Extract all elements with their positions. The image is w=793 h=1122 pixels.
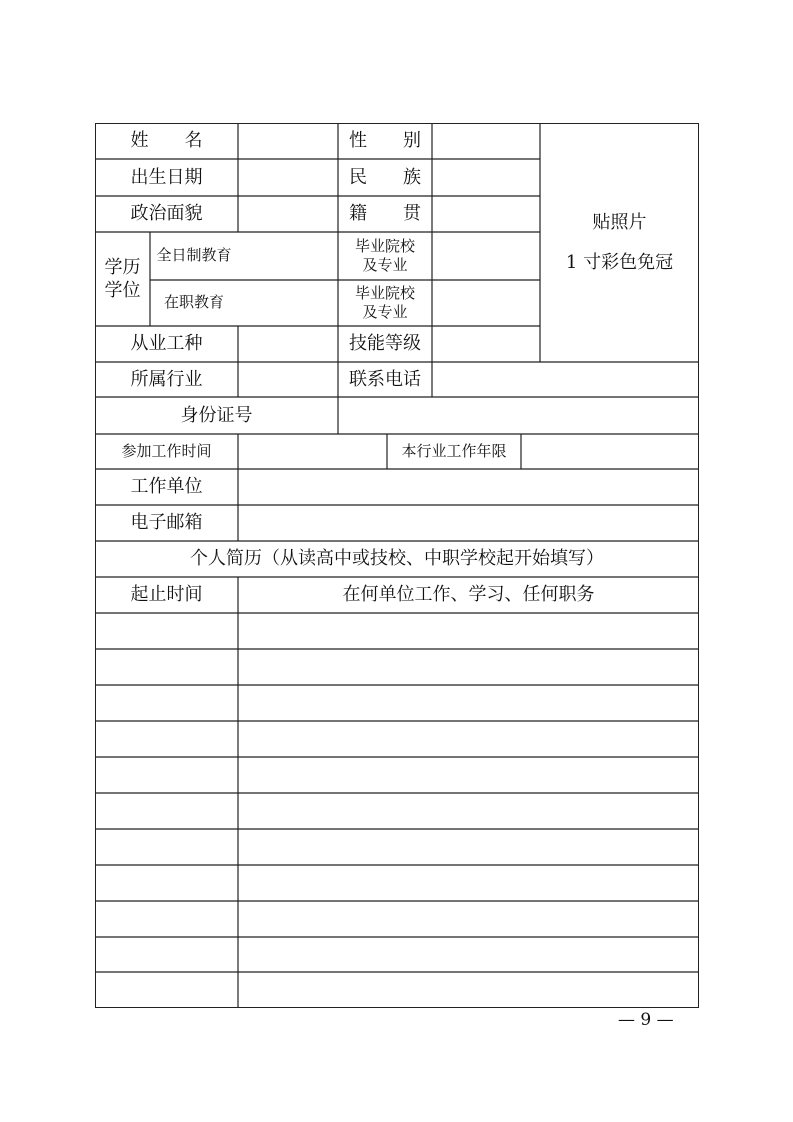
degree-label: 学位 (104, 280, 141, 301)
industry-field[interactable] (238, 362, 338, 397)
resume-period-cell[interactable] (95, 793, 238, 829)
inservice-education-field[interactable] (238, 280, 338, 326)
resume-period-cell[interactable] (95, 649, 238, 685)
resume-duty-cell[interactable] (238, 865, 699, 901)
name-label: 姓 名 (130, 130, 203, 152)
fulltime-school-major-label (338, 232, 432, 280)
employer-label: 工作单位 (130, 476, 203, 498)
email-field[interactable] (238, 505, 699, 541)
occupation-field[interactable] (238, 326, 338, 362)
political-status-field[interactable] (238, 196, 338, 232)
resume-period-cell[interactable] (95, 829, 238, 865)
resume-duty-cell[interactable] (238, 649, 699, 685)
work-start-label: 参加工作时间 (121, 441, 212, 460)
fulltime-education-field[interactable] (238, 232, 338, 280)
name-field[interactable] (238, 123, 338, 159)
native-place-label: 籍 贯 (349, 203, 421, 225)
resume-duty-cell[interactable] (238, 901, 699, 937)
resume-period-cell[interactable] (95, 865, 238, 901)
resume-duty-cell[interactable] (238, 757, 699, 793)
resume-duty-cell[interactable] (238, 721, 699, 757)
fulltime-school-major-field[interactable] (432, 232, 540, 280)
inservice-school-major-field[interactable] (432, 280, 540, 326)
ethnicity-field[interactable] (432, 159, 540, 196)
resume-section-header: 个人简历（从读高中或技校、中职学校起开始填写） (190, 548, 604, 570)
period-column-header: 起止时间 (130, 584, 203, 606)
inservice-school-major-label (338, 280, 432, 326)
school-label-line2: 及专业 (362, 303, 408, 321)
resume-period-cell[interactable] (95, 757, 238, 793)
school-label-line1: 毕业院校 (354, 236, 415, 255)
id-number-field[interactable] (338, 397, 699, 434)
gender-field[interactable] (432, 123, 540, 159)
duty-column-header: 在何单位工作、学习、任何职务 (342, 584, 595, 606)
ethnicity-label: 民 族 (349, 166, 421, 188)
school-label-line1: 毕业院校 (354, 283, 415, 302)
photo-box[interactable] (540, 123, 699, 362)
resume-period-cell[interactable] (95, 901, 238, 937)
resume-period-cell[interactable] (95, 972, 238, 1008)
skill-level-label: 技能等级 (349, 333, 421, 355)
resume-period-cell[interactable] (95, 721, 238, 757)
photo-label: 贴照片 (592, 212, 647, 234)
id-number-label: 身份证号 (180, 404, 253, 426)
photo-size-label: 1 寸彩色免冠 (565, 251, 674, 273)
work-start-field[interactable] (238, 434, 387, 469)
industry-label: 所属行业 (130, 368, 203, 390)
phone-field[interactable] (432, 362, 699, 397)
inservice-education-label: 在职教育 (163, 293, 224, 312)
page-number: — 9 — (618, 1010, 674, 1030)
birth-date-field[interactable] (238, 159, 338, 196)
email-label: 电子邮箱 (130, 512, 203, 534)
resume-period-cell[interactable] (95, 685, 238, 721)
resume-period-cell[interactable] (95, 613, 238, 649)
resume-duty-cell[interactable] (238, 937, 699, 972)
education-degree-label (95, 232, 150, 326)
native-place-field[interactable] (432, 196, 540, 232)
phone-label: 联系电话 (349, 368, 421, 390)
resume-duty-cell[interactable] (238, 613, 699, 649)
fulltime-education-label: 全日制教育 (156, 246, 232, 265)
industry-years-label: 本行业工作年限 (401, 441, 507, 460)
resume-period-cell[interactable] (95, 937, 238, 972)
education-label: 学历 (104, 256, 141, 278)
employer-field[interactable] (238, 469, 699, 505)
skill-level-field[interactable] (432, 326, 540, 362)
gender-label: 性 别 (349, 130, 421, 152)
political-status-label: 政治面貌 (130, 203, 203, 225)
resume-duty-cell[interactable] (238, 829, 699, 865)
resume-duty-cell[interactable] (238, 793, 699, 829)
occupation-label: 从业工种 (130, 333, 203, 355)
school-label-line2: 及专业 (362, 256, 408, 274)
industry-years-field[interactable] (521, 434, 699, 469)
birth-date-label: 出生日期 (130, 166, 203, 188)
resume-duty-cell[interactable] (238, 972, 699, 1008)
resume-duty-cell[interactable] (238, 685, 699, 721)
